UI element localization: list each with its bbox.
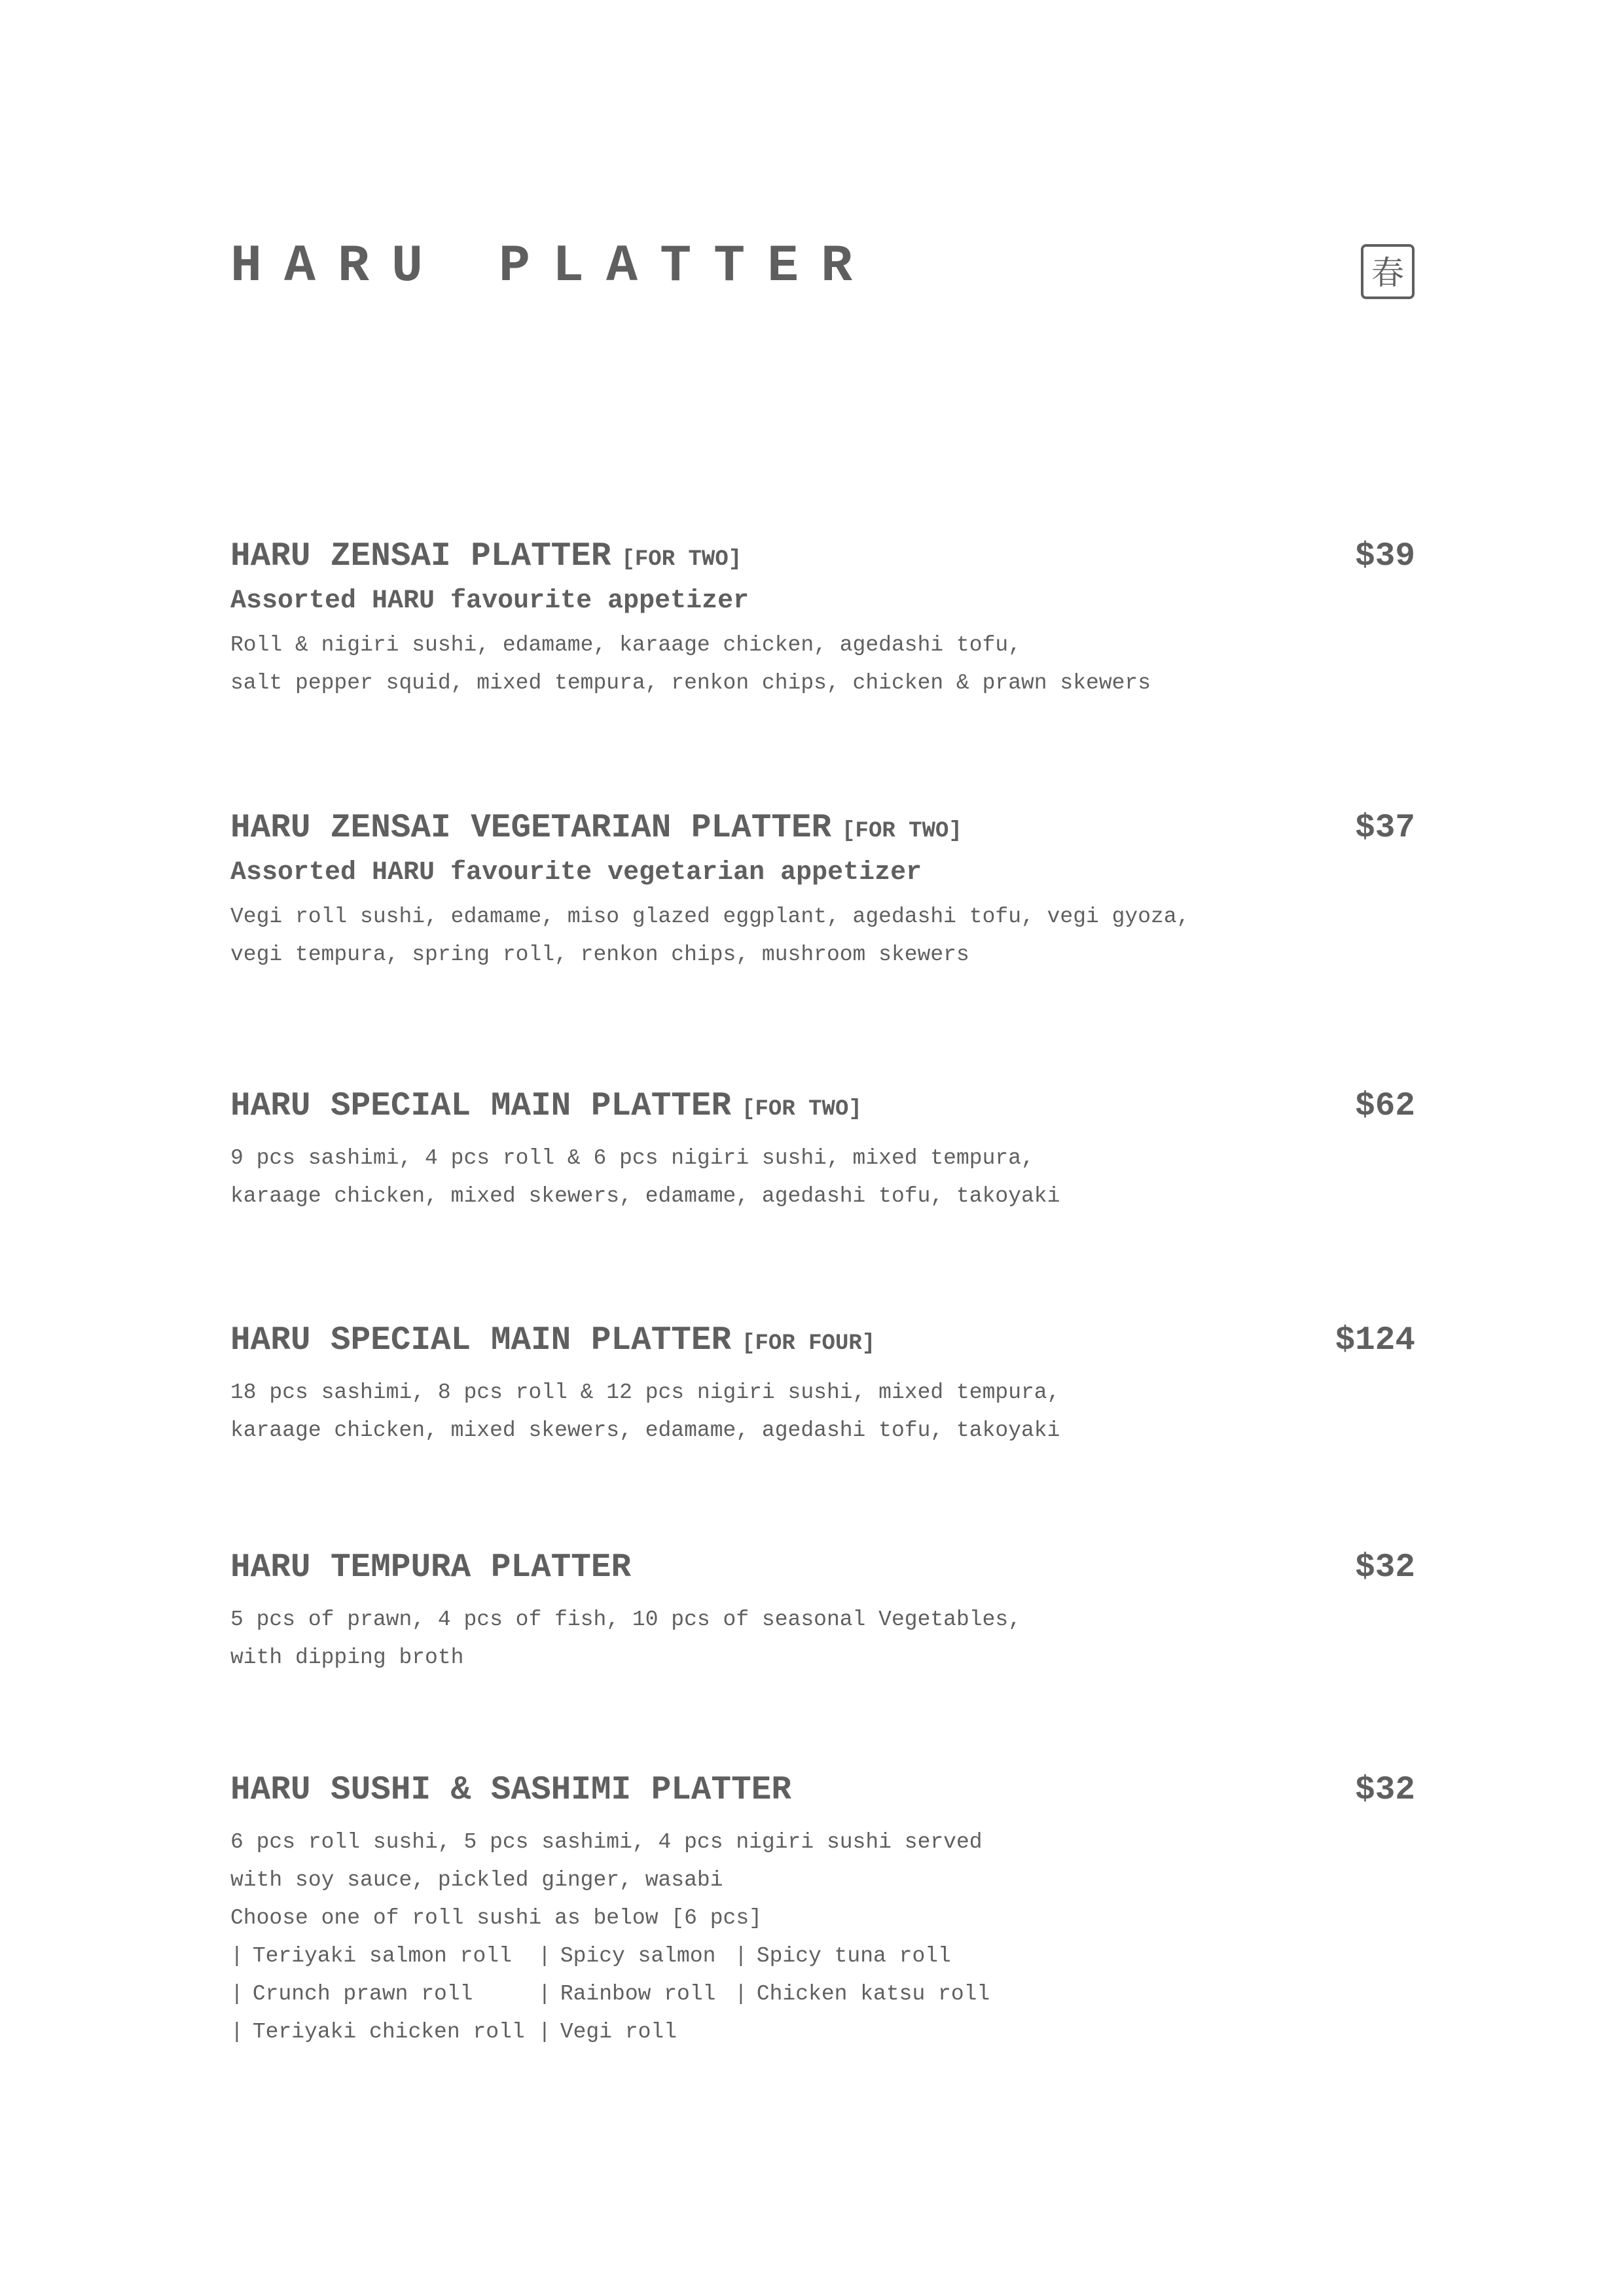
description-line: karaage chicken, mixed skewers, edamame, agedashi tofu, takoyaki [230,1418,1060,1443]
item-subtitle: Assorted HARU favourite vegetarian appetizer [230,858,922,888]
serving-tag: [FOR FOUR] [742,1331,876,1356]
menu-item-special-main-platter-two [230,1083,1415,1215]
item-name: HARU ZENSAI VEGETARIAN PLATTER [FOR TWO] [230,810,962,847]
roll-option: | Spicy tuna roll [734,1937,996,1975]
serving-tag: [FOR TWO] [742,1097,862,1122]
description-line: with dipping broth [230,1645,464,1670]
description-line: vegi tempura, spring roll, renkon chips, mushroom skewers [230,942,969,967]
item-price: $62 [1355,1088,1415,1125]
item-subtitle: Assorted HARU favourite appetizer [230,586,749,616]
menu-item-zensai-vegetarian-platter [230,805,1415,974]
description-line: 18 pcs sashimi, 8 pcs roll & 12 pcs nigiri sushi, mixed tempura, [230,1380,1060,1405]
menu-item-sushi-sashimi-platter [230,1767,1415,2051]
menu-item-tempura-platter [230,1545,1415,1677]
serving-tag: [FOR TWO] [842,819,962,844]
page-title: HARU PLATTER [230,237,875,296]
roll-option: | Spicy salmon [538,1937,734,1975]
item-description [230,1139,1415,1215]
item-description [230,898,1415,974]
description-line: 5 pcs of prawn, 4 pcs of fish, 10 pcs of seasonal Vegetables, [230,1607,1021,1632]
roll-options-list [230,1937,1415,2051]
item-description [230,626,1415,702]
description-line: 6 pcs roll sushi, 5 pcs sashimi, 4 pcs nigiri sushi served [230,1830,983,1854]
item-description [230,1823,1415,1937]
item-price: $32 [1355,1549,1415,1587]
menu-item-special-main-platter-four [230,1318,1415,1450]
item-price: $37 [1355,810,1415,847]
serving-tag: [FOR TWO] [621,547,742,572]
roll-option: | Vegi roll [538,2013,734,2051]
item-name: HARU SPECIAL MAIN PLATTER [FOR TWO] [230,1088,862,1125]
item-name: HARU SUSHI & SASHIMI PLATTER [230,1772,791,1809]
description-line: Choose one of roll sushi as below [6 pcs] [230,1906,762,1930]
description-line: 9 pcs sashimi, 4 pcs roll & 6 pcs nigiri sushi, mixed tempura, [230,1146,1034,1170]
menu-item-zensai-platter [230,533,1415,702]
item-description [230,1601,1415,1677]
roll-option: | Rainbow roll [538,1975,734,2013]
item-name: HARU ZENSAI PLATTER [FOR TWO] [230,538,742,575]
roll-option: | Chicken katsu roll [734,1975,996,2013]
description-line: salt pepper squid, mixed tempura, renkon chips, chicken & prawn skewers [230,671,1151,695]
item-name: HARU TEMPURA PLATTER [230,1549,632,1587]
description-line: Vegi roll sushi, edamame, miso glazed eggplant, agedashi tofu, vegi gyoza, [230,905,1190,929]
item-price: $124 [1335,1322,1415,1359]
item-price: $39 [1355,538,1415,575]
description-line: with soy sauce, pickled ginger, wasabi [230,1868,723,1892]
description-line: Roll & nigiri sushi, edamame, karaage chicken, agedashi tofu, [230,633,1021,657]
item-name: HARU SPECIAL MAIN PLATTER [FOR FOUR] [230,1322,876,1359]
roll-option: | Teriyaki chicken roll [230,2013,538,2051]
roll-option: | Crunch prawn roll [230,1975,538,2013]
item-description [230,1374,1415,1450]
description-line: karaage chicken, mixed skewers, edamame, agedashi tofu, takoyaki [230,1184,1060,1208]
roll-option: | Teriyaki salmon roll [230,1937,538,1975]
item-price: $32 [1355,1772,1415,1809]
haru-seal-logo [1360,243,1415,300]
seal-character: 春 [1371,254,1404,292]
